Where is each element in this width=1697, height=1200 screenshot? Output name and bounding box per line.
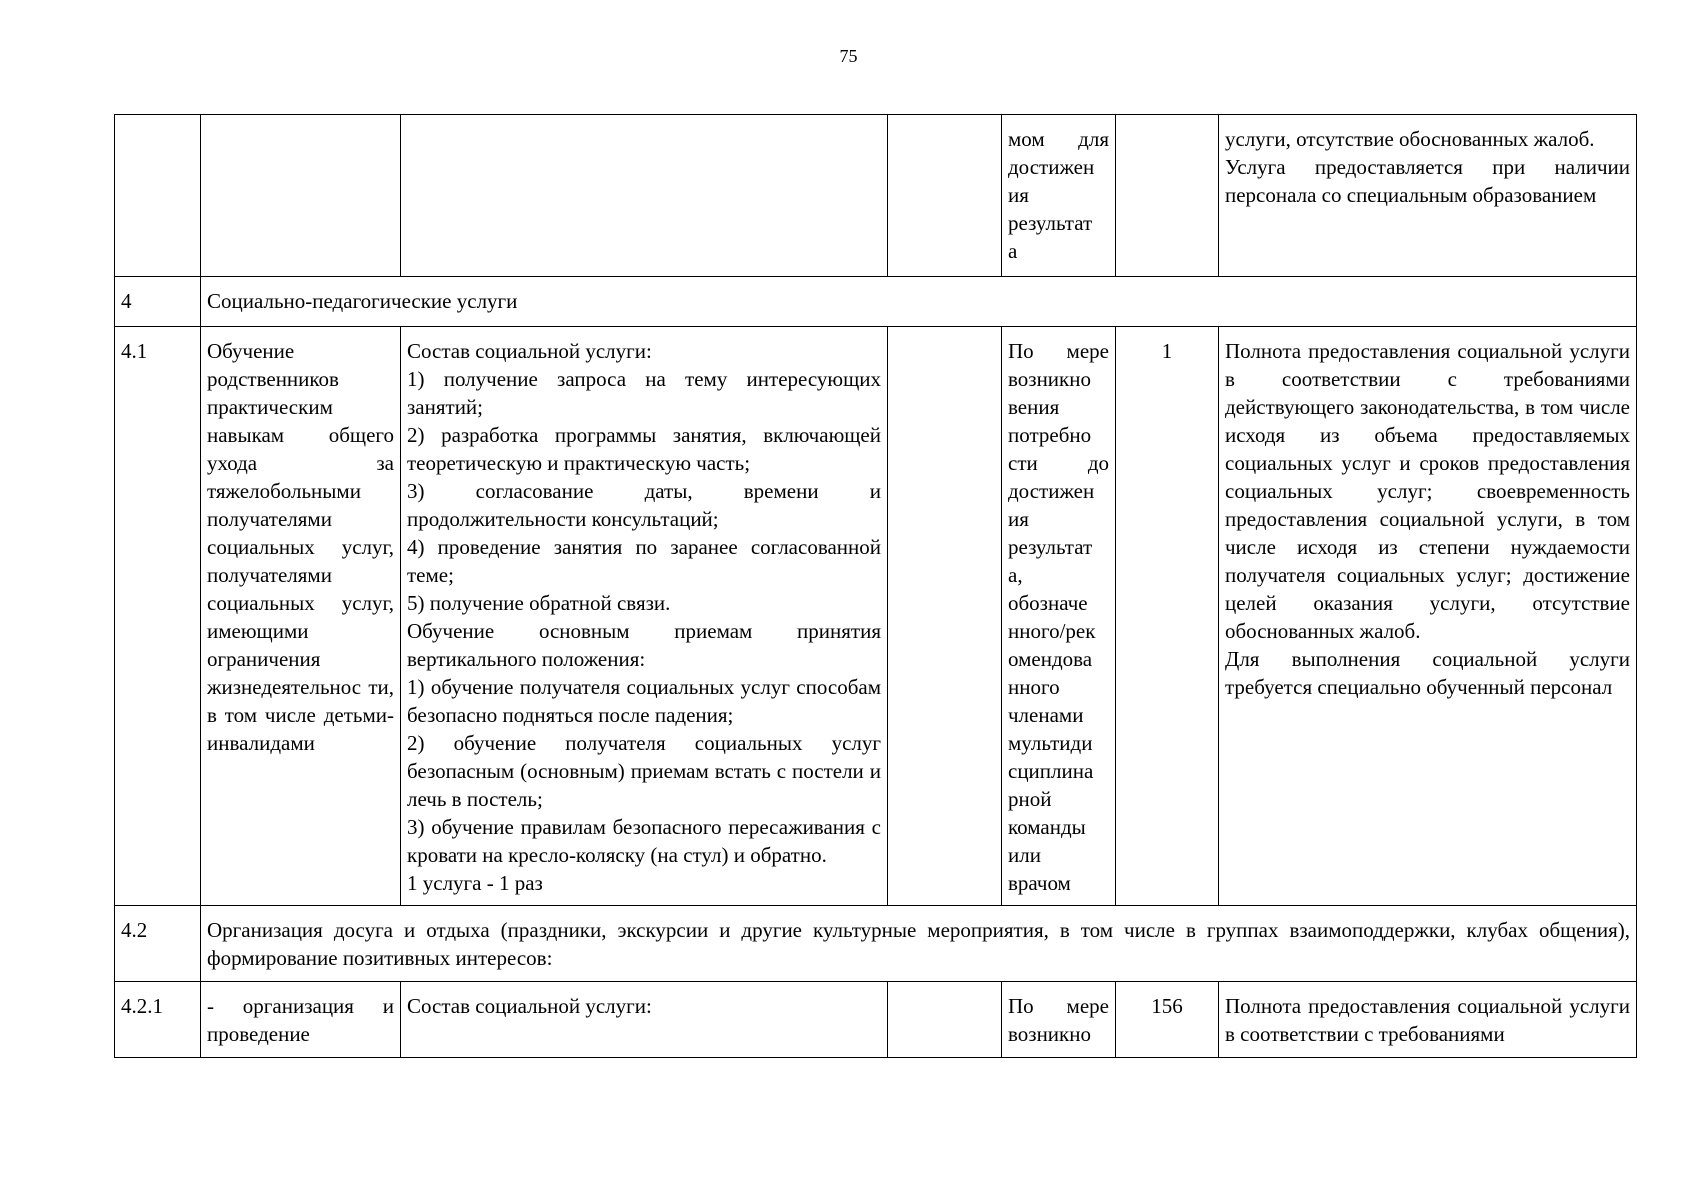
content-line: Обучение основным приемам принятия вертикального положения: — [407, 619, 881, 671]
cell-criteria — [1219, 115, 1637, 277]
period-line: а — [1008, 239, 1018, 263]
period-line: возникно — [1008, 1022, 1091, 1046]
period-line: достижен — [1008, 479, 1095, 503]
service-quantity: 156 — [1116, 982, 1219, 1058]
period-line: результат — [1008, 211, 1093, 235]
service-content — [401, 327, 888, 906]
period-line: По мере — [1008, 339, 1109, 363]
period-line: ия — [1008, 507, 1029, 531]
period-line: потребно — [1008, 423, 1092, 447]
service-name — [201, 327, 401, 906]
period-line: мультиди — [1008, 731, 1093, 755]
content-line: 2) разработка программы занятия, включающей теоретическую и практическую часть; — [407, 423, 881, 475]
cell-empty — [888, 982, 1002, 1058]
period-line: омендова — [1008, 647, 1093, 671]
content-line: 3) согласование даты, времени и продолжительности консультаций; — [407, 479, 881, 531]
content-line: 1) получение запроса на тему интересующих занятий; — [407, 367, 881, 419]
cell-quantity — [1116, 115, 1219, 277]
cell-empty — [888, 327, 1002, 906]
table-row-4-1 — [115, 327, 1637, 906]
period-line: нного — [1008, 675, 1060, 699]
content-line: 3) обучение правилам безопасного пересаживания с кровати на кресло-коляску (на стул) и обратно. — [407, 815, 881, 867]
cell-period — [1002, 115, 1116, 277]
service-period — [1002, 327, 1116, 906]
period-line: достижен — [1008, 155, 1095, 179]
content-line: 1) обучение получателя социальных услуг способам безопасно подняться после падения; — [407, 675, 881, 727]
period-line: врачом — [1008, 871, 1071, 895]
content-line: 5) получение обратной связи. — [407, 591, 671, 615]
section-number: 4 — [115, 277, 201, 327]
table-row-4-2-1 — [115, 982, 1637, 1058]
period-line: результат — [1008, 535, 1093, 559]
table-row-section-4 — [115, 277, 1637, 327]
criteria-text: Полнота предоставления социальной услуги в соответствии с требованиями действующего законодательства, в том числе исходя из объема предоставляемых социальных услуг и сроков предоставления социальных услуг; своевременность предоставления социальной услуги, в том числе исходя из степени нуждаемости получателя социальных услуг; достижение целей оказания услуги, отсутствие обоснованных жалоб. — [1225, 339, 1630, 643]
period-line: По мере — [1008, 994, 1109, 1018]
period-line: мом для — [1008, 127, 1109, 151]
row-number: 4.1 — [115, 327, 201, 906]
cell-service-content — [401, 115, 888, 277]
content-line: 2) обучение получателя социальных услуг безопасным (основным) приемам встать с постели и лечь в постель; — [407, 731, 881, 811]
service-criteria — [1219, 327, 1637, 906]
content-line: 1 услуга - 1 раз — [407, 871, 543, 895]
service-criteria: Полнота предоставления социальной услуги в соответствии с требованиями — [1219, 982, 1637, 1058]
cell-number — [115, 115, 201, 277]
table-row-4-2 — [115, 906, 1637, 982]
period-line: рной — [1008, 787, 1052, 811]
period-line: сти до — [1008, 451, 1109, 475]
period-line: нного/рек — [1008, 619, 1096, 643]
content-line: 4) проведение занятия по заранее согласованной теме; — [407, 535, 881, 587]
service-name: - организация и проведение — [201, 982, 401, 1058]
cell-service-name — [201, 115, 401, 277]
cell-empty — [888, 115, 1002, 277]
period-line: ия — [1008, 183, 1029, 207]
period-line: или — [1008, 843, 1041, 867]
section-title: Социально-педагогические услуги — [201, 277, 1637, 327]
service-quantity: 1 — [1116, 327, 1219, 906]
period-line: возникно — [1008, 367, 1091, 391]
row-number: 4.2 — [115, 906, 201, 982]
service-name-text: Обучение родственников практическим навыкам общего ухода за тяжелобольными получателями социальных услуг, получателями социальных услуг, имеющими ограничения жизнедеятельнос ти, в том числе детьми-инвалидами — [207, 339, 394, 755]
content-line: Состав социальной услуги: — [407, 339, 652, 363]
criteria-text: Для выполнения социальной услуги требуется специально обученный персонал — [1225, 647, 1630, 699]
table-row-continuation — [115, 115, 1637, 277]
subsection-title: Организация досуга и отдыха (праздники, экскурсии и другие культурные мероприятия, в том числе в группах взаимоподдержки, клубах общения), формирование позитивных интересов: — [201, 906, 1637, 982]
period-line: сциплина — [1008, 759, 1094, 783]
period-line: членами — [1008, 703, 1084, 727]
period-line: вения — [1008, 395, 1060, 419]
service-period — [1002, 982, 1116, 1058]
period-line: а, — [1008, 563, 1023, 587]
row-number: 4.2.1 — [115, 982, 201, 1058]
period-line: обозначе — [1008, 591, 1088, 615]
services-table — [114, 114, 1637, 1058]
criteria-text: Услуга предоставляется при наличии персонала со специальным образованием — [1225, 155, 1630, 207]
page-number: 75 — [839, 46, 858, 66]
criteria-text: услуги, отсутствие обоснованных жалоб. — [1225, 127, 1595, 151]
service-content: Состав социальной услуги: — [401, 982, 888, 1058]
period-line: команды — [1008, 815, 1086, 839]
